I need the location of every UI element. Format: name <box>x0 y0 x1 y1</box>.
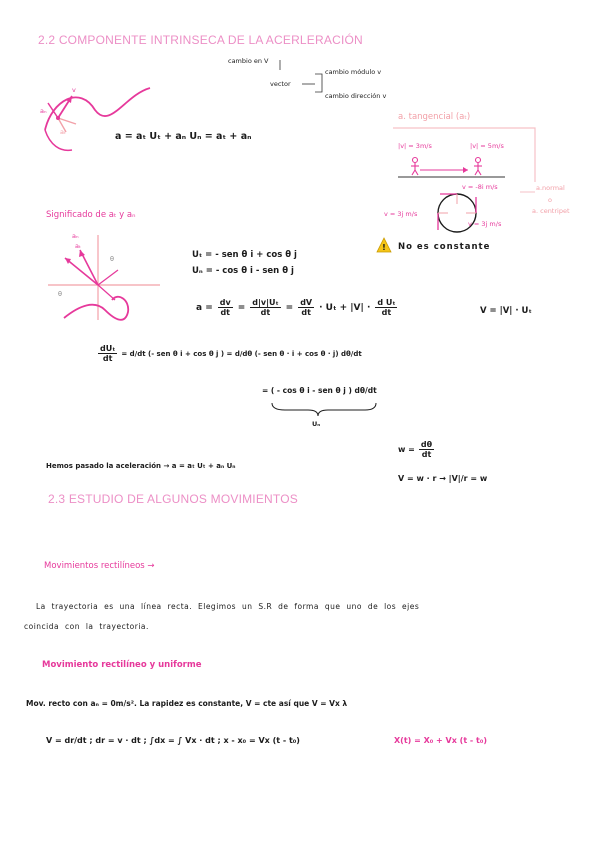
trajectory-curve-tail <box>45 130 72 150</box>
a-derivative-equation: a = $\frac{dv}{dt}$ = $\frac{\text{d|v|Uₜ}}{dt}$ = $\frac{dV}{dt}$ · Uₜ + |V| · $\frac{\text{d Uₜ}}{dt}$ <box>196 298 396 317</box>
section-2-3-title: 2.3 ESTUDIO DE ALGUNOS MOVIMIENTOS <box>48 492 298 506</box>
cambio-direccion-label: cambio dirección v <box>325 92 387 100</box>
a-normal-label: a.normal <box>536 184 565 192</box>
tangential-box <box>393 128 535 182</box>
trayectoria-line-1: La trayectoria es una línea recta. Elegimos un S.R de forma que uno de los ejes <box>36 602 420 611</box>
diag-ut-arrow <box>65 258 98 285</box>
dut-equation <box>98 344 362 363</box>
underbrace <box>272 403 376 416</box>
dut-rhs: = d/dt (- sen θ i + cos θ j ) = d/dθ (- sen θ · i + cos θ · j) dθ/dt <box>121 349 362 358</box>
warning-text: No es constante <box>398 242 491 252</box>
trayectoria-line-2: coincida con la trayectoria. <box>24 622 149 631</box>
movimientos-rectilineos-heading: Movimientos rectilíneos → <box>44 561 155 571</box>
speed-3-label: |v| = 3m/s <box>398 142 432 150</box>
dut-second-line: = ( - cos θ i - sen θ j ) dθ/dt <box>262 386 377 395</box>
cambio-en-v-label: cambio en V <box>228 57 269 65</box>
omega-frac: $\frac{d\theta}{dt}$ <box>420 440 433 459</box>
main-acceleration-equation: a = aₜ Uₜ + aₙ Uₙ = aₜ + aₙ <box>115 131 252 142</box>
velocity-right-label: v = 3j m/s <box>468 220 502 228</box>
position-result: X(t) = X₀ + Vx (t - t₀) <box>394 736 488 745</box>
diag-curve <box>64 297 128 320</box>
v-omega-relation: V = w · r → |V|/r = w <box>398 474 488 483</box>
significado-heading: Significado de aₜ y aₙ <box>46 210 136 220</box>
velocity-top-label: v = -8i m/s <box>462 183 498 191</box>
hemos-pasado-text: Hemos pasado la aceleración → a = aₜ Uₜ + aₙ Uₙ <box>46 462 236 470</box>
a-deriv-frac-1: $\frac{dv}{dt}$ <box>219 298 231 317</box>
a-deriv-lhs: a = <box>196 302 213 313</box>
diag-theta-2: θ <box>58 290 62 298</box>
stick-figure-1 <box>411 158 419 176</box>
dut-frac: $\frac{\text{dUₜ}}{dt}$ <box>100 344 116 363</box>
diagram-an-label: aₙ <box>40 107 47 115</box>
un-underbrace-label: Uₙ <box>312 420 321 428</box>
a-deriv-frac-4: $\frac{\text{d Uₜ}}{dt}$ <box>377 298 396 317</box>
stick-figure-2 <box>474 158 482 176</box>
svg-text:!: ! <box>382 243 386 252</box>
a-tangencial-label: a. tangencial (aₜ) <box>398 112 471 122</box>
a-centripeta-label: a. centripet <box>532 207 570 215</box>
diag-an-label: aₙ <box>72 232 79 240</box>
un-equation: Uₙ = - cos θ i - sen θ j <box>192 266 294 276</box>
diag-radius <box>98 270 118 285</box>
a-deriv-rest: · Uₜ + |V| · <box>319 302 371 313</box>
omega-definition: w = $\frac{d\theta}{dt}$ <box>398 440 433 459</box>
diagram-v-label: v <box>72 86 76 94</box>
diag-theta-1: θ <box>110 255 114 263</box>
mov-recto-line: Mov. recto con aₙ = 0m/s². La rapidez es constante, V = cte así que V = Vx λ <box>26 699 348 708</box>
diagram-at-label: aₜ <box>60 128 66 136</box>
vector-label: vector <box>270 80 291 88</box>
integral-line: V = dr/dt ; dr = v · dt ; ∫dx = ∫ Vx · dt ; x - x₀ = Vx (t - t₀) <box>46 736 300 745</box>
section-2-2-title: 2.2 COMPONENTE INTRINSECA DE LA ACERLERACIÓN <box>38 33 363 47</box>
a-deriv-frac-2: $\frac{\text{d|v|Uₜ}}{dt}$ <box>252 298 279 317</box>
v-definition: V = |V| · Uₜ <box>480 306 532 316</box>
cambio-modulo-label: cambio módulo v <box>325 68 382 76</box>
o-label: o <box>548 196 552 204</box>
brace-vector <box>315 74 322 92</box>
a-deriv-frac-3: $\frac{dV}{dt}$ <box>300 298 313 317</box>
ut-equation: Uₜ = - sen θ i + cos θ j <box>192 250 297 260</box>
speed-5-label: |v| = 5m/s <box>470 142 504 150</box>
diag-at-label: aₜ <box>75 242 81 250</box>
velocity-left-label: v = 3j m/s <box>384 210 418 218</box>
mru-heading: Movimiento rectilíneo y uniforme <box>42 660 202 670</box>
